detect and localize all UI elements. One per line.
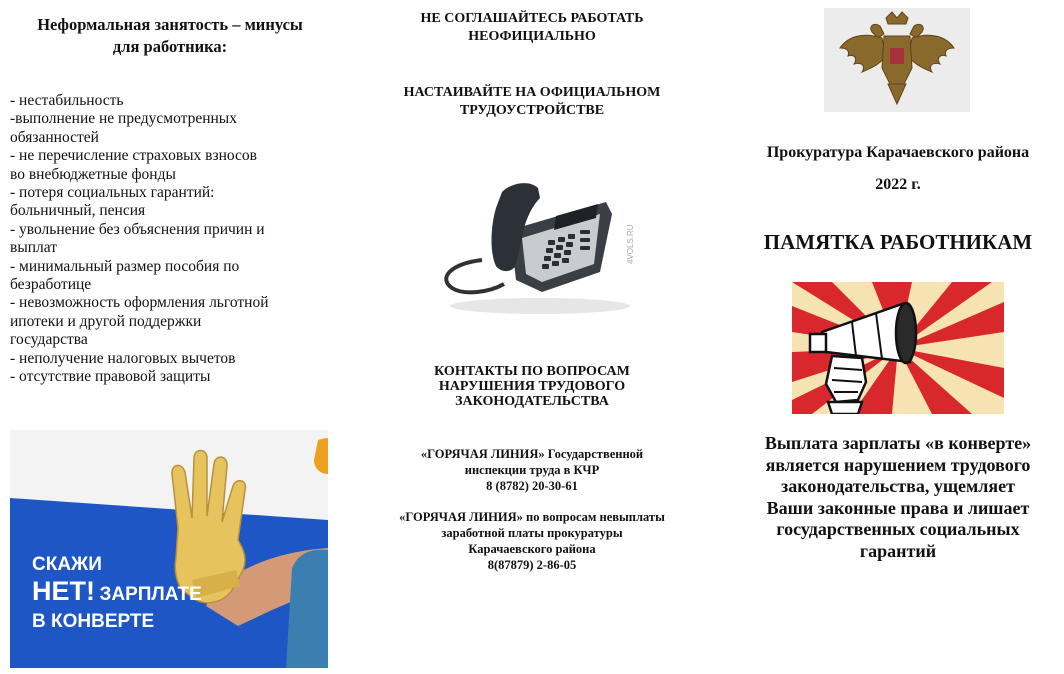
list-item: ипотеки и другой поддержки — [10, 312, 202, 330]
hotline-text: Карачаевского района — [468, 542, 596, 556]
phone-shadow — [450, 298, 630, 314]
coat-of-arms-emblem — [824, 8, 970, 112]
say-no-banner — [10, 430, 328, 668]
list-item: - невозможность оформления льготной — [10, 294, 269, 312]
banner-text-envelope: В КОНВЕРТЕ — [32, 611, 155, 632]
megaphone-illustration — [792, 282, 1004, 414]
heading-line: НЕОФИЦИАЛЬНО — [468, 29, 596, 44]
list-item: больничный, пенсия — [10, 202, 146, 220]
hotline-phone: 8(87879) 2-86-05 — [487, 558, 577, 572]
informal-employment-title — [10, 14, 330, 58]
hotline-label: «ГОРЯЧАЯ ЛИНИЯ» — [420, 447, 545, 461]
warning-note — [732, 433, 1064, 562]
hotline-phone: 8 (8782) 20-30-61 — [486, 479, 578, 493]
note-line: Выплата зарплаты «в конверте» — [764, 433, 1032, 453]
double-headed-eagle-icon — [824, 8, 970, 112]
title-line: Неформальная занятость – минусы — [37, 15, 303, 34]
heading-line: КОНТАКТЫ ПО ВОПРОСАМ — [434, 364, 630, 379]
note-line: государственных социальных — [776, 519, 1020, 539]
hotline-text: заработной платы прокуратуры — [441, 526, 623, 540]
hotline-text: Государственной — [544, 447, 644, 461]
heading-dont-agree — [372, 10, 692, 46]
list-item: - не перечисление страховых взносов — [10, 147, 257, 165]
heading-line: ЗАКОНОДАТЕЛЬСТВА — [455, 394, 609, 409]
heading-line: НАСТАИВАЙТЕ НА ОФИЦИАЛЬНОМ — [403, 85, 661, 100]
emblem-shield — [890, 48, 904, 64]
list-item: обязанностей — [10, 128, 99, 146]
list-item: - увольнение без объяснения причин и — [10, 220, 265, 238]
contacts-heading — [372, 364, 692, 409]
year-label: 2022 г. — [875, 176, 921, 193]
hand-icon — [826, 356, 866, 414]
note-line: является нарушением трудового — [765, 454, 1031, 475]
heading-line: ТРУДОУСТРОЙСТВЕ — [459, 103, 605, 118]
shirt-shape — [286, 550, 328, 668]
desk-phone-image — [430, 168, 650, 328]
drawbacks-list — [10, 92, 330, 387]
hotline-text: инспекции труда в КЧР — [464, 463, 600, 477]
hotline-text: по вопросам невыплаты — [522, 510, 665, 524]
list-item: безработице — [10, 276, 92, 294]
list-item: - минимальный размер пособия по — [10, 257, 240, 275]
banner-text-say: СКАЖИ — [32, 554, 102, 575]
list-item: выплат — [10, 239, 58, 257]
organization-name: Прокуратура Карачаевского района — [766, 144, 1030, 161]
heading-line: НЕ СОГЛАШАЙТЕСЬ РАБОТАТЬ — [420, 11, 644, 26]
list-item: -выполнение не предусмотренных — [10, 110, 237, 128]
phone-watermark: 4VOLS.RU — [626, 224, 635, 264]
banner-text-salary: ЗАРПЛАТЕ — [99, 584, 202, 605]
leaflet-title: ПАМЯТКА РАБОТНИКАМ — [763, 230, 1033, 254]
banner-text-no: НЕТ! — [32, 576, 95, 606]
hotline-labor-inspection — [372, 446, 692, 494]
list-item: - отсутствие правовой защиты — [10, 368, 211, 386]
note-line: Ваши законные права и лишает — [766, 497, 1030, 518]
list-item: - нестабильность — [10, 92, 124, 109]
hotline-prosecutor — [372, 509, 692, 573]
heading-line: НАРУШЕНИЯ ТРУДОВОГО — [438, 379, 626, 394]
cord-shape — [446, 260, 504, 292]
note-line: законодательства, ущемляет — [781, 476, 1015, 496]
hotline-label: «ГОРЯЧАЯ ЛИНИЯ» — [399, 510, 523, 524]
note-line: гарантий — [859, 540, 937, 561]
list-item: - потеря социальных гарантий: — [10, 184, 215, 202]
list-item: - неполучение налоговых вычетов — [10, 349, 236, 367]
title-line: для работника: — [112, 37, 228, 56]
list-item: во внебюджетные фонды — [10, 165, 176, 183]
list-item: государства — [10, 331, 88, 349]
heading-insist — [372, 84, 692, 120]
